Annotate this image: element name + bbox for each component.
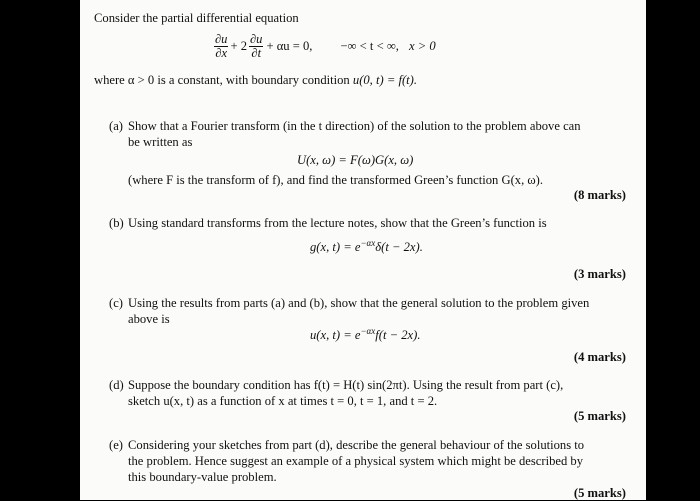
du-numerator: ∂u — [215, 32, 228, 46]
dx-denominator: ∂x — [215, 46, 228, 60]
part-e-line-3: this boundary-value problem. — [128, 470, 277, 484]
part-c-line-1: Using the results from parts (a) and (b), show that the general solution to the problem given — [128, 296, 590, 310]
green-function-lhs: g(x, t) = e — [310, 240, 361, 254]
part-e-label: (e) — [109, 438, 123, 452]
part-b-equation — [310, 239, 423, 255]
general-solution-exponent: −αx — [360, 325, 376, 336]
part-d-line-2: sketch u(x, t) as a function of x at times t = 0, t = 1, and t = 2. — [128, 394, 438, 408]
part-e-line-2: the problem. Hence suggest an example of a physical system which might be described by — [128, 454, 583, 468]
part-d-line-1: Suppose the boundary condition has f(t) = H(t) sin(2πt). Using the result from part (c), — [128, 378, 564, 392]
part-a-line-3: (where F is the transform of f), and find the transformed Green’s function G(x, ω). — [128, 173, 544, 187]
part-d-label: (d) — [109, 378, 124, 392]
part-e-line-1: Considering your sketches from part (d), describe the general behaviour of the solutions to — [128, 438, 585, 452]
part-b-label: (b) — [109, 216, 124, 230]
du-numerator: ∂u — [250, 32, 263, 46]
green-function-rhs: δ(t − 2x). — [375, 240, 423, 254]
part-c-line-2: above is — [128, 312, 170, 326]
general-solution-lhs: u(x, t) = e — [310, 328, 361, 342]
part-d-marks: (5 marks) — [573, 409, 626, 423]
part-e-marks: (5 marks) — [573, 486, 626, 500]
part-a-marks: (8 marks) — [573, 188, 626, 202]
plus-alpha-u: + αu = 0, — [266, 39, 313, 53]
part-a-label: (a) — [109, 119, 123, 133]
part-b-line-1: Using standard transforms from the lecture notes, show that the Green’s function is — [128, 216, 547, 230]
part-a-equation: U(x, ω) = F(ω)G(x, ω) — [297, 153, 414, 167]
plus-two: + 2 — [230, 39, 247, 53]
part-c-equation — [310, 327, 420, 343]
part-c-marks: (4 marks) — [573, 350, 626, 364]
boundary-condition: u(0, t) = f(t). — [352, 73, 417, 87]
pde-equation — [214, 33, 436, 60]
part-a-line-1: Show that a Fourier transform (in the t direction) of the solution to the problem above can — [128, 119, 581, 133]
t-domain: −∞ < t < ∞, — [340, 39, 399, 53]
green-function-exponent: −αx — [360, 237, 376, 248]
exam-page — [80, 0, 646, 500]
x-domain: x > 0 — [408, 39, 436, 53]
where-line — [94, 72, 417, 88]
where-text: where α > 0 is a constant, with boundary condition — [94, 73, 350, 87]
du-dx-fraction — [214, 33, 228, 60]
part-b-marks: (3 marks) — [573, 267, 626, 281]
du-dt-fraction — [249, 33, 263, 60]
part-a-line-2: be written as — [128, 135, 193, 149]
dt-denominator: ∂t — [251, 46, 262, 60]
general-solution-rhs: f(t − 2x). — [375, 328, 421, 342]
part-c-label: (c) — [109, 296, 123, 310]
intro-line: Consider the partial differential equation — [94, 11, 299, 25]
